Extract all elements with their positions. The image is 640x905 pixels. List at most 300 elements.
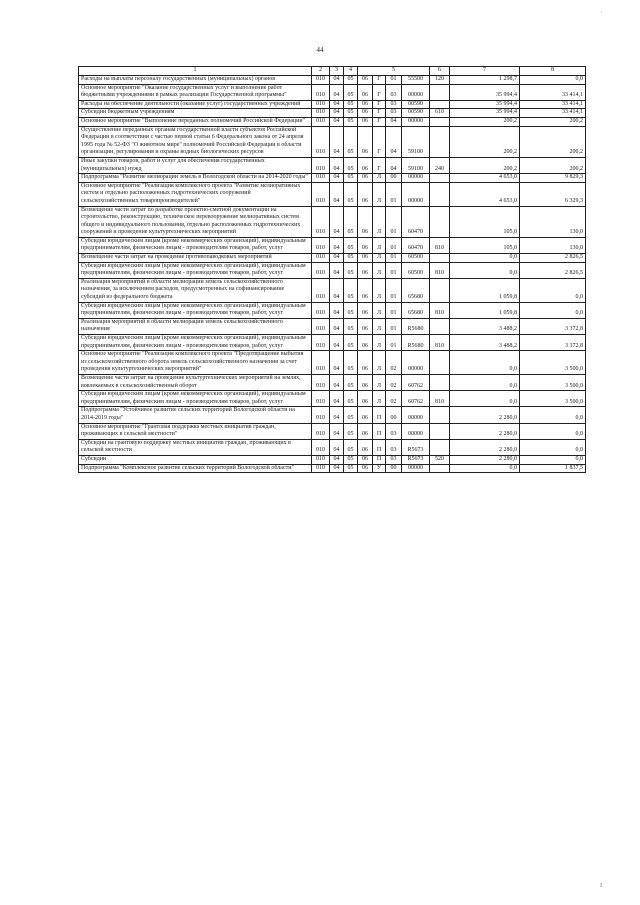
program-code-cell: 06	[358, 157, 373, 173]
direction-code-cell: 55500	[402, 76, 430, 85]
row-name-cell: Подпрограмма "Развитие мелиорации земель в Вологодской области на 2014-2020 годы"	[79, 174, 312, 183]
row-name-cell: Субсидии юридическим лицам (кроме некоммерческих организаций), индивидуальным предпринимателям, физическим лицам - производителям товаров, работ, услуг	[79, 262, 312, 278]
row-name-cell: Подпрограмма "Комплексное развитие сельских территорий Вологодской области"	[79, 464, 312, 473]
program-code-cell: 06	[358, 100, 373, 109]
expense-type-cell	[430, 423, 450, 439]
subsection-code-cell: 05	[344, 237, 358, 253]
amount-year2-cell: 1 837,5	[520, 464, 586, 473]
row-name-cell: Подпрограмма "Устойчивое развитие сельских территорий Вологодской области на 2014-2019 годы"	[79, 407, 312, 423]
subsection-code-cell: 05	[344, 439, 358, 455]
subsection-code-cell: 05	[344, 109, 358, 118]
program-code-cell: 06	[358, 126, 373, 157]
subsection-code-cell: 05	[344, 100, 358, 109]
direction-code-cell: R5680	[402, 318, 430, 334]
table-row	[79, 84, 586, 100]
subprogram-code-cell: Л	[373, 206, 386, 237]
row-name-cell: Возмещение части затрат по разработке проектно-сметной документации на строительство, реконструкцию, техническое перевооружение мелиоративных систем общего и индивидуального пользования, отдельно расположенных гидротехнических сооружений и проведение культуртехнических мероприятий	[79, 206, 312, 237]
subsection-code-cell: 05	[344, 374, 358, 390]
section-code-cell: 04	[330, 174, 344, 183]
subprogram-code-cell: Л	[373, 262, 386, 278]
activity-code-cell: 01	[386, 76, 402, 85]
ministry-code-cell: 010	[312, 157, 330, 173]
ministry-code-cell: 010	[312, 76, 330, 85]
activity-code-cell: 04	[386, 157, 402, 173]
subsection-code-cell: 05	[344, 464, 358, 473]
program-code-cell: 06	[358, 318, 373, 334]
ministry-code-cell: 010	[312, 206, 330, 237]
program-code-cell: 06	[358, 423, 373, 439]
subsection-code-cell: 05	[344, 126, 358, 157]
amount-year1-cell: 105,0	[450, 237, 520, 253]
direction-code-cell: 00000	[402, 117, 430, 126]
subprogram-code-cell: Л	[373, 335, 386, 351]
ministry-code-cell: 010	[312, 302, 330, 318]
amount-year1-cell: 1 298,7	[450, 76, 520, 85]
activity-code-cell: 03	[386, 100, 402, 109]
section-code-cell: 04	[330, 76, 344, 85]
section-code-cell: 04	[330, 84, 344, 100]
section-code-cell: 04	[330, 318, 344, 334]
row-name-cell: Основное мероприятие "Оказание государственных услуг и выполнение работ бюджетными учреждениями в рамках реализации Государственной программы"	[79, 84, 312, 100]
subsection-code-cell: 05	[344, 262, 358, 278]
amount-year1-cell: 200,2	[450, 157, 520, 173]
ministry-code-cell: 010	[312, 391, 330, 407]
program-code-cell: 06	[358, 391, 373, 407]
subsection-code-cell: 05	[344, 335, 358, 351]
expense-type-cell	[430, 278, 450, 302]
expense-type-cell: 610	[430, 109, 450, 118]
expense-type-cell: 120	[430, 76, 450, 85]
direction-code-cell: 00590	[402, 109, 430, 118]
direction-code-cell: 65680	[402, 278, 430, 302]
subprogram-code-cell: Г	[373, 76, 386, 85]
amount-year1-cell: 1 059,8	[450, 302, 520, 318]
subsection-code-cell: 05	[344, 391, 358, 407]
direction-code-cell: 00590	[402, 100, 430, 109]
program-code-cell: 06	[358, 254, 373, 263]
section-code-cell: 04	[330, 464, 344, 473]
table-row	[79, 76, 586, 85]
table-row	[79, 262, 586, 278]
amount-year2-cell: 0,0	[520, 278, 586, 302]
amount-year2-cell: 3 500,0	[520, 374, 586, 390]
program-code-cell: 06	[358, 351, 373, 375]
subprogram-code-cell: Л	[373, 278, 386, 302]
table-row	[79, 109, 586, 118]
amount-year1-cell: 35 994,4	[450, 100, 520, 109]
amount-year1-cell: 35 994,4	[450, 109, 520, 118]
subsection-code-cell: 05	[344, 117, 358, 126]
amount-year1-cell: 1 059,8	[450, 278, 520, 302]
section-code-cell: 04	[330, 262, 344, 278]
row-name-cell: Реализация мероприятий в области мелиорации земель сельскохозяйственного назначения, за исключением расходов, предусмотренных на софинансирование субсидий из федерального бюджета	[79, 278, 312, 302]
program-code-cell: 06	[358, 182, 373, 206]
table-row	[79, 117, 586, 126]
row-name-cell: Субсидии на грантовую поддержку местных инициатив граждан, проживающих в сельской местности	[79, 439, 312, 455]
program-code-cell: 06	[358, 262, 373, 278]
section-code-cell: 04	[330, 423, 344, 439]
program-code-cell: 06	[358, 76, 373, 85]
subsection-code-cell: 05	[344, 254, 358, 263]
program-code-cell: 06	[358, 455, 373, 464]
subprogram-code-cell: П	[373, 439, 386, 455]
amount-year1-cell: 0,0	[450, 464, 520, 473]
subprogram-code-cell: Г	[373, 157, 386, 173]
margin-tick: ˈ	[600, 10, 603, 19]
program-code-cell: 06	[358, 109, 373, 118]
table-row	[79, 455, 586, 464]
table-row	[79, 237, 586, 253]
table-row	[79, 278, 586, 302]
row-name-cell: Возмещение части затрат на проведение культуртехнических мероприятий на землях, вовлекаемых в сельскохозяйственный оборот	[79, 374, 312, 390]
amount-year2-cell: 130,0	[520, 206, 586, 237]
amount-year2-cell: 0,0	[520, 423, 586, 439]
header-cell: 5	[358, 67, 430, 76]
section-code-cell: 04	[330, 278, 344, 302]
row-name-cell: Основное мероприятие "Выполнение переданных полномочий Российской Федерации"	[79, 117, 312, 126]
expense-type-cell: 810	[430, 391, 450, 407]
direction-code-cell: R5680	[402, 335, 430, 351]
subprogram-code-cell: П	[373, 407, 386, 423]
expense-type-cell	[430, 84, 450, 100]
activity-code-cell: 00	[386, 407, 402, 423]
activity-code-cell: 02	[386, 351, 402, 375]
section-code-cell: 04	[330, 254, 344, 263]
amount-year1-cell: 0,0	[450, 374, 520, 390]
table-row	[79, 391, 586, 407]
subprogram-code-cell: Г	[373, 100, 386, 109]
direction-code-cell: 00000	[402, 423, 430, 439]
amount-year1-cell: 0,0	[450, 262, 520, 278]
expense-type-cell: 240	[430, 157, 450, 173]
expense-type-cell	[430, 351, 450, 375]
expense-type-cell	[430, 464, 450, 473]
row-name-cell: Основное мероприятие "Реализация комплексного проекта "Предотвращение выбытия из сельскохозяйственного оборота земель сельскохозяйственного назначения за счет проведения культуртехнических мероприятий"	[79, 351, 312, 375]
activity-code-cell: 01	[386, 262, 402, 278]
activity-code-cell: 03	[386, 439, 402, 455]
section-code-cell: 04	[330, 206, 344, 237]
subprogram-code-cell: П	[373, 455, 386, 464]
program-code-cell: 06	[358, 237, 373, 253]
subsection-code-cell: 05	[344, 278, 358, 302]
activity-code-cell: 01	[386, 278, 402, 302]
row-name-cell: Субсидии юридическим лицам (кроме некоммерческих организаций), индивидуальным предпринимателям, физическим лицам - производителям товаров, работ, услуг	[79, 391, 312, 407]
direction-code-cell: 00000	[402, 407, 430, 423]
program-code-cell: 06	[358, 278, 373, 302]
subprogram-code-cell: Л	[373, 302, 386, 318]
ministry-code-cell: 010	[312, 439, 330, 455]
subprogram-code-cell: Л	[373, 351, 386, 375]
ministry-code-cell: 010	[312, 335, 330, 351]
direction-code-cell: 60762	[402, 374, 430, 390]
row-name-cell: Возмещение части затрат на проведение противопаводковых мероприятий	[79, 254, 312, 263]
amount-year2-cell: 0,0	[520, 76, 586, 85]
section-code-cell: 04	[330, 117, 344, 126]
ministry-code-cell: 010	[312, 278, 330, 302]
table-row	[79, 351, 586, 375]
header-cell: 1	[79, 67, 312, 76]
amount-year2-cell: 33 414,1	[520, 84, 586, 100]
activity-code-cell: 01	[386, 237, 402, 253]
amount-year1-cell: 3 488,2	[450, 318, 520, 334]
activity-code-cell: 03	[386, 423, 402, 439]
expense-type-cell	[430, 318, 450, 334]
subprogram-code-cell: Л	[373, 182, 386, 206]
subsection-code-cell: 05	[344, 423, 358, 439]
ministry-code-cell: 010	[312, 351, 330, 375]
ministry-code-cell: 010	[312, 182, 330, 206]
activity-code-cell: 03	[386, 109, 402, 118]
amount-year2-cell: 200,2	[520, 157, 586, 173]
table-row	[79, 464, 586, 473]
subsection-code-cell: 05	[344, 84, 358, 100]
section-code-cell: 04	[330, 407, 344, 423]
row-name-cell: Расходы на обеспечение деятельности (оказание услуг) государственных учреждений	[79, 100, 312, 109]
table-row	[79, 423, 586, 439]
row-name-cell: Субсидии юридическим лицам (кроме некоммерческих организаций), индивидуальным предпринимателям, физическим лицам - производителям товаров, работ, услуг	[79, 237, 312, 253]
direction-code-cell: 59100	[402, 126, 430, 157]
amount-year2-cell: 0,0	[520, 302, 586, 318]
table-row	[79, 318, 586, 334]
program-code-cell: 06	[358, 206, 373, 237]
direction-code-cell: R5673	[402, 439, 430, 455]
expense-type-cell	[430, 126, 450, 157]
header-row	[79, 67, 586, 76]
section-code-cell: 04	[330, 182, 344, 206]
amount-year1-cell: 3 488,2	[450, 335, 520, 351]
amount-year2-cell: 200,2	[520, 117, 586, 126]
expense-type-cell	[430, 174, 450, 183]
direction-code-cell: 60470	[402, 237, 430, 253]
activity-code-cell: 01	[386, 302, 402, 318]
row-name-cell: Осуществление переданных органам государственной власти субъектов Российской Федерации в соответствии с частью первой статьи 6 Федерального закона от 24 апреля 1995 года № 52-ФЗ "О животном мире" полномочий Российской Федерации в области организации, регулирования и охраны водных биологических ресурсов	[79, 126, 312, 157]
amount-year2-cell: 33 414,1	[520, 100, 586, 109]
subprogram-code-cell: Г	[373, 126, 386, 157]
activity-code-cell: 04	[386, 126, 402, 157]
amount-year2-cell: 130,0	[520, 237, 586, 253]
section-code-cell: 04	[330, 351, 344, 375]
direction-code-cell: 00000	[402, 464, 430, 473]
direction-code-cell: 00000	[402, 351, 430, 375]
ministry-code-cell: 010	[312, 84, 330, 100]
subprogram-code-cell: Л	[373, 237, 386, 253]
section-code-cell: 04	[330, 335, 344, 351]
budget-table	[78, 66, 586, 473]
direction-code-cell: 60500	[402, 262, 430, 278]
ministry-code-cell: 010	[312, 423, 330, 439]
section-code-cell: 04	[330, 237, 344, 253]
table-row	[79, 126, 586, 157]
subsection-code-cell: 05	[344, 206, 358, 237]
amount-year2-cell: 9 829,3	[520, 174, 586, 183]
amount-year1-cell: 4 653,0	[450, 182, 520, 206]
activity-code-cell: 01	[386, 254, 402, 263]
subprogram-code-cell: Л	[373, 374, 386, 390]
subprogram-code-cell: Л	[373, 254, 386, 263]
direction-code-cell: 65680	[402, 302, 430, 318]
direction-code-cell: 60500	[402, 254, 430, 263]
amount-year2-cell: 6 329,3	[520, 182, 586, 206]
ministry-code-cell: 010	[312, 374, 330, 390]
program-code-cell: 06	[358, 335, 373, 351]
activity-code-cell: 03	[386, 455, 402, 464]
expense-type-cell: 810	[430, 335, 450, 351]
direction-code-cell: 60762	[402, 391, 430, 407]
expense-type-cell: 810	[430, 302, 450, 318]
subsection-code-cell: 05	[344, 174, 358, 183]
header-cell: 8	[520, 67, 586, 76]
subprogram-code-cell: Г	[373, 117, 386, 126]
row-name-cell: Иные закупки товаров, работ и услуг для обеспечения государственных (муниципальных) нужд	[79, 157, 312, 173]
direction-code-cell: 00000	[402, 174, 430, 183]
activity-code-cell: 02	[386, 391, 402, 407]
program-code-cell: 06	[358, 439, 373, 455]
ministry-code-cell: 010	[312, 262, 330, 278]
table-row	[79, 302, 586, 318]
ministry-code-cell: 010	[312, 318, 330, 334]
section-code-cell: 04	[330, 455, 344, 464]
program-code-cell: 06	[358, 84, 373, 100]
direction-code-cell: 00000	[402, 84, 430, 100]
expense-type-cell	[430, 374, 450, 390]
activity-code-cell: 00	[386, 464, 402, 473]
activity-code-cell: 00	[386, 174, 402, 183]
program-code-cell: 06	[358, 302, 373, 318]
activity-code-cell: 02	[386, 374, 402, 390]
activity-code-cell: 01	[386, 335, 402, 351]
activity-code-cell: 04	[386, 117, 402, 126]
section-code-cell: 04	[330, 126, 344, 157]
subprogram-code-cell: Г	[373, 84, 386, 100]
amount-year2-cell: 200,2	[520, 126, 586, 157]
row-name-cell: Субсидии юридическим лицам (кроме некоммерческих организаций), индивидуальным предпринимателям, физическим лицам - производителям товаров, работ, услуг	[79, 335, 312, 351]
program-code-cell: 06	[358, 464, 373, 473]
subsection-code-cell: 05	[344, 455, 358, 464]
section-code-cell: 04	[330, 157, 344, 173]
table-row	[79, 100, 586, 109]
section-code-cell: 04	[330, 439, 344, 455]
header-cell: 3	[330, 67, 344, 76]
amount-year2-cell: 0,0	[520, 439, 586, 455]
header-cell: 4	[344, 67, 358, 76]
subsection-code-cell: 05	[344, 157, 358, 173]
table-row	[79, 182, 586, 206]
row-name-cell: Реализация мероприятий в области мелиорации земель сельскохозяйственного назначения	[79, 318, 312, 334]
table-row	[79, 157, 586, 173]
expense-type-cell	[430, 182, 450, 206]
expense-type-cell: 810	[430, 262, 450, 278]
amount-year1-cell: 105,0	[450, 206, 520, 237]
row-name-cell: Субсидии юридическим лицам (кроме некоммерческих организаций), индивидуальным предпринимателям, физическим лицам - производителям товаров, работ, услуг	[79, 302, 312, 318]
activity-code-cell: 01	[386, 182, 402, 206]
amount-year1-cell: 0,0	[450, 351, 520, 375]
ministry-code-cell: 010	[312, 254, 330, 263]
section-code-cell: 04	[330, 374, 344, 390]
row-name-cell: Основное мероприятие "Реализация комплексного проекта "Развитие мелиоративных систем и отдельно расположенных гидротехнических сооружений сельскохозяйственных товаропроизводителей"	[79, 182, 312, 206]
subprogram-code-cell: У	[373, 464, 386, 473]
subprogram-code-cell: Л	[373, 391, 386, 407]
table-row	[79, 335, 586, 351]
direction-code-cell: 59100	[402, 157, 430, 173]
amount-year2-cell: 2 826,5	[520, 262, 586, 278]
activity-code-cell: 01	[386, 318, 402, 334]
ministry-code-cell: 010	[312, 464, 330, 473]
direction-code-cell: 00000	[402, 182, 430, 206]
amount-year1-cell: 200,2	[450, 126, 520, 157]
row-name-cell: Расходы на выплаты персоналу государственных (муниципальных) органов	[79, 76, 312, 85]
row-name-cell: Субсидии	[79, 455, 312, 464]
subsection-code-cell: 05	[344, 407, 358, 423]
amount-year2-cell: 3 500,0	[520, 391, 586, 407]
section-code-cell: 04	[330, 391, 344, 407]
page-number: 44	[316, 46, 324, 54]
subprogram-code-cell: Л	[373, 174, 386, 183]
expense-type-cell	[430, 439, 450, 455]
ministry-code-cell: 010	[312, 117, 330, 126]
amount-year1-cell: 0,0	[450, 254, 520, 263]
program-code-cell: 06	[358, 117, 373, 126]
amount-year2-cell: 3 500,0	[520, 351, 586, 375]
section-code-cell: 04	[330, 109, 344, 118]
expense-type-cell: 520	[430, 455, 450, 464]
margin-tick: ı	[600, 880, 603, 889]
direction-code-cell: R5673	[402, 455, 430, 464]
amount-year1-cell: 2 280,0	[450, 423, 520, 439]
amount-year1-cell: 2 280,0	[450, 407, 520, 423]
amount-year1-cell: 2 280,0	[450, 439, 520, 455]
table-row	[79, 174, 586, 183]
row-name-cell: Субсидии бюджетным учреждениям	[79, 109, 312, 118]
expense-type-cell: 810	[430, 237, 450, 253]
ministry-code-cell: 010	[312, 174, 330, 183]
amount-year2-cell: 33 414,1	[520, 109, 586, 118]
subsection-code-cell: 05	[344, 302, 358, 318]
expense-type-cell	[430, 407, 450, 423]
amount-year2-cell: 2 826,5	[520, 254, 586, 263]
activity-code-cell: 03	[386, 84, 402, 100]
direction-code-cell: 60470	[402, 206, 430, 237]
table-row	[79, 206, 586, 237]
program-code-cell: 06	[358, 407, 373, 423]
amount-year2-cell: 3 372,8	[520, 318, 586, 334]
amount-year2-cell: 0,0	[520, 455, 586, 464]
subsection-code-cell: 05	[344, 76, 358, 85]
program-code-cell: 06	[358, 174, 373, 183]
subprogram-code-cell: Л	[373, 318, 386, 334]
header-cell: 7	[450, 67, 520, 76]
expense-type-cell	[430, 117, 450, 126]
subprogram-code-cell: П	[373, 423, 386, 439]
program-code-cell: 06	[358, 374, 373, 390]
table-row	[79, 254, 586, 263]
amount-year1-cell: 0,0	[450, 391, 520, 407]
amount-year2-cell: 3 372,8	[520, 335, 586, 351]
table-row	[79, 439, 586, 455]
ministry-code-cell: 010	[312, 407, 330, 423]
activity-code-cell: 01	[386, 206, 402, 237]
ministry-code-cell: 010	[312, 237, 330, 253]
table-row	[79, 407, 586, 423]
ministry-code-cell: 010	[312, 109, 330, 118]
section-code-cell: 04	[330, 100, 344, 109]
expense-type-cell	[430, 206, 450, 237]
ministry-code-cell: 010	[312, 100, 330, 109]
amount-year1-cell: 4 653,0	[450, 174, 520, 183]
row-name-cell: Основное мероприятие "Грантовая поддержка местных инициатив граждан, проживающих в сельской местности"	[79, 423, 312, 439]
amount-year1-cell: 200,2	[450, 117, 520, 126]
subsection-code-cell: 05	[344, 182, 358, 206]
subsection-code-cell: 05	[344, 318, 358, 334]
